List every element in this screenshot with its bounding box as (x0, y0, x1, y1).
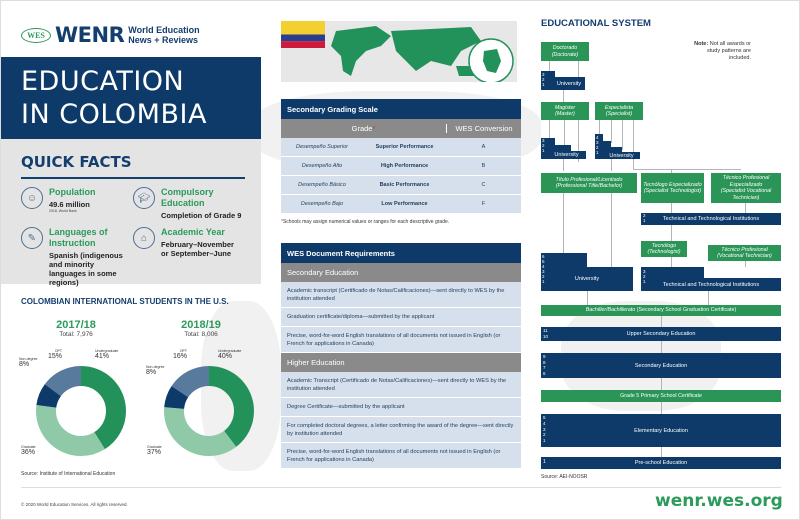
year-numbers: 2 1 (643, 213, 646, 223)
year-numbers: 6 5 4 3 2 1 (542, 254, 545, 284)
wenr-wordmark: WENR (55, 23, 125, 47)
year-numbers: 4 3 2 1 (596, 135, 599, 155)
wenr-subtitle: World Education News + Reviews (128, 25, 200, 45)
year-numbers: 11 10 (543, 328, 549, 339)
graduation-cap-icon: 🎓︎ (133, 187, 155, 209)
especialista-box: Especialista (Specialist) (595, 102, 643, 120)
requirement-row: Degree Certificate—submitted by the applicant (281, 398, 521, 417)
people-icon: ☺ (21, 187, 43, 209)
doctorado-box: Doctorado (Doctorate) (541, 42, 589, 61)
tecnologo-box: Tecnólogo (Technologist) (641, 241, 687, 257)
year-numbers: 3 2 1 (643, 269, 646, 284)
secondary-education-header: Secondary Education (281, 263, 521, 282)
document-requirements-table (281, 243, 521, 469)
school-building-icon: ⌂ (133, 227, 155, 249)
grading-scale-table (281, 99, 521, 225)
educational-system-title: EDUCATIONAL SYSTEM (541, 18, 651, 29)
grade5-certificate-box: Grade 5 Primary School Certificate (541, 390, 781, 402)
grading-row: Desempeño Superior Superior Performance A (281, 138, 521, 157)
technical-institutions-3yr-box: Technical and Technological Institutions (641, 278, 781, 291)
university-undergrad-box: University (541, 267, 633, 291)
tecnologo-especializado-box: Tecnólogo Especializado (Specialist Technologist) (641, 173, 704, 203)
chart-2017-header: 2017/18 Total: 7,976 (56, 319, 96, 338)
students-section-title: COLOMBIAN INTERNATIONAL STUDENTS IN THE U.S. (21, 297, 229, 306)
fact-languages: ✎ Languages of Instruction Spanish (indigenous and minority languages in some regions) (21, 227, 133, 287)
university-doctorate-box: University (541, 77, 585, 90)
fact-population: ☺ Population 49.6 million 2018, World Bank (21, 187, 96, 213)
elementary-education-box: Elementary Education (541, 414, 781, 447)
wenr-logo[interactable] (21, 23, 200, 47)
fact-academic-year: ⌂ Academic Year February–November or September–June (133, 227, 258, 258)
copyright: © 2020 World Education Services. All rights reserved. (21, 502, 128, 507)
label-graduate-2018: Graduate 37% (147, 445, 162, 456)
students-source: Source: Institute of International Education (21, 471, 116, 477)
year-numbers: 5 4 3 2 1 (543, 415, 546, 444)
magister-box: Magister (Master) (541, 102, 589, 120)
grading-row: Desempeño Alto High Performance B (281, 157, 521, 176)
chart-2018-header: 2018/19 Total: 8,006 (181, 319, 221, 338)
donut-chart-2017 (35, 365, 127, 457)
website-link[interactable]: wenr.wes.org (655, 491, 783, 511)
requirement-row: Academic transcript (Certificado de Notas/Calificaciones)—sent directly to WES by the institution attended (281, 282, 521, 308)
page-title: EDUCATION IN COLOMBIA (1, 57, 261, 139)
quick-facts-title: QUICK FACTS (21, 153, 132, 171)
grading-footnote: *Schools may assign numerical values or ranges for each descriptive grade. (281, 219, 450, 225)
higher-education-header: Higher Education (281, 353, 521, 372)
edu-system-note: Note: Not all awards or study patterns are included. (694, 41, 751, 61)
upper-secondary-box: Upper Secondary Education (541, 327, 781, 341)
label-nondegree-2018: Non-degree 8% (146, 365, 165, 376)
fact-compulsory-education: 🎓︎ Compulsory Education Completion of Grade 9 (133, 187, 258, 220)
tecnico-profesional-especializado-box: Técnico Profesional Especializado (Specialist Vocational Technician) (711, 173, 781, 203)
requirement-row: Academic Transcript (Certificado de Notas/Calificaciones)—sent directly to WES by the institution attended (281, 372, 521, 398)
year-numbers: 9 8 7 6 (543, 354, 546, 376)
edu-system-source: Source: AEI-NOOSR (541, 474, 588, 480)
grading-row: Desempeño Básico Basic Performance C (281, 176, 521, 195)
technical-institutions-2yr-box: Technical and Technological Institutions (641, 213, 781, 225)
label-graduate-2017: Graduate 36% (21, 445, 36, 456)
grading-table-header: Grade* WES Conversion (281, 119, 521, 138)
label-opt-2018: OPT 16% (173, 349, 188, 360)
requirement-row: Graduation certificate/diploma—submitted by the applicant (281, 308, 521, 327)
label-undergraduate-2017: Undergraduate 41% (95, 349, 119, 360)
university-master-box: University (541, 151, 586, 159)
secondary-education-box: Secondary Education (541, 353, 781, 378)
year-numbers: 3 2 1 (542, 72, 545, 87)
grading-row: Desempeño Bajo Low Performance F (281, 195, 521, 214)
year-numbers: 3 2 1 (542, 138, 545, 153)
divider (21, 177, 245, 179)
requirement-row: For completed doctoral degrees, a letter confirming the award of the degree—sent directly by institution attended (281, 417, 521, 443)
requirements-title: WES Document Requirements (281, 243, 521, 263)
requirement-row: Precise, word-for-word English translations of all documents not issued in English (or French for applications in Canada) (281, 327, 521, 353)
speech-bubble-icon: ✎ (21, 227, 43, 249)
preschool-education-box: Pre-school Education (541, 457, 781, 469)
titulo-profesional-box: Título Profesional/Licentiado (Professional Title/Bachelor) (541, 173, 637, 193)
label-nondegree-2017: Non-degree 8% (19, 357, 38, 368)
colombia-flag-icon (281, 21, 325, 48)
quick-facts-panel (1, 139, 261, 287)
footer-divider (21, 487, 781, 488)
requirement-row: Precise, word-for-word English translations of all documents not issued in English (or French for applications in Canada) (281, 443, 521, 469)
label-undergraduate-2018: Undergraduate 40% (218, 349, 242, 360)
donut-chart-2018 (163, 365, 255, 457)
grading-table-title: Secondary Grading Scale (281, 99, 521, 119)
university-specialist-box: University (595, 152, 640, 159)
wes-logo-mark: WES (21, 28, 51, 43)
tecnico-profesional-box: Técnico Profesional (Vocational Technician) (708, 245, 781, 261)
label-opt-2017: OPT 15% (48, 349, 63, 360)
bachiller-box: Bachiller/Bachillerato (Secondary School Graduation Certificate) (541, 305, 781, 316)
year-numbers: 1 (543, 459, 546, 465)
